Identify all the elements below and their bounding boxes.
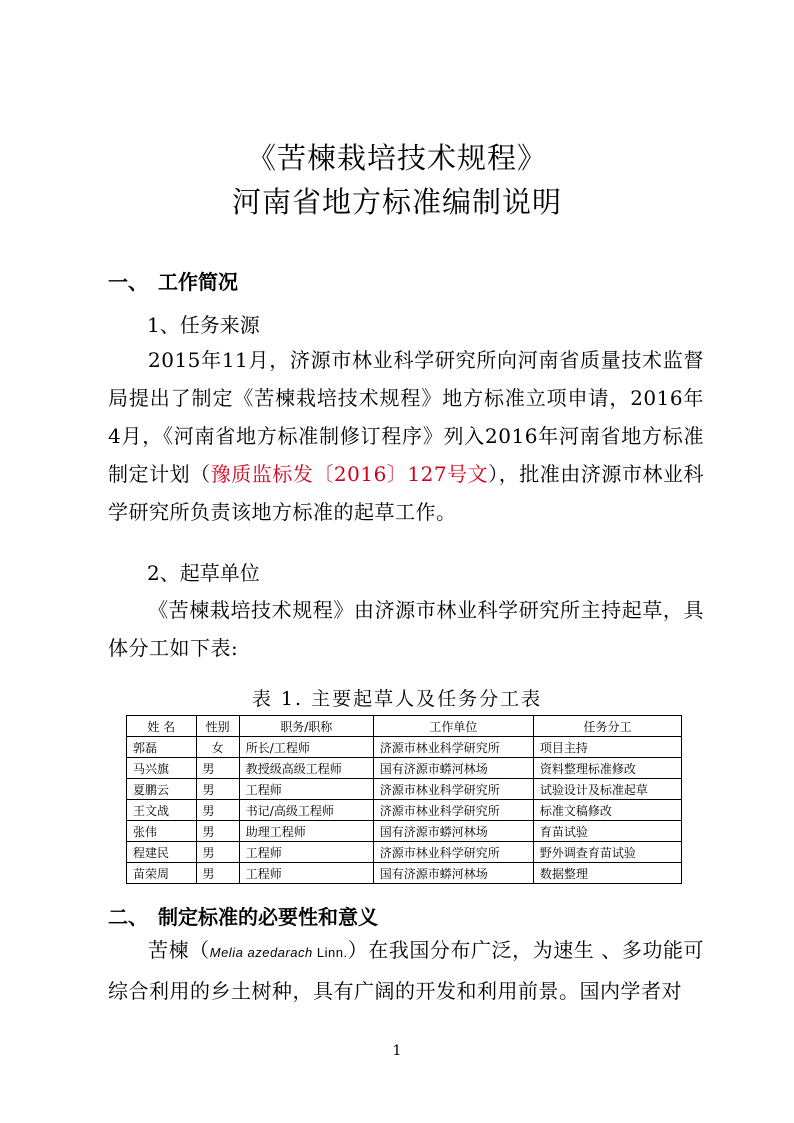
header-task: 任务分工 xyxy=(533,716,681,737)
section1-heading xyxy=(108,266,238,295)
task-source-text-b: ），批准由济源市林业科学研究所负责该地方标准的起草工作。 xyxy=(108,462,705,524)
scientific-name-species: Melia azedarach xyxy=(209,945,313,960)
task-source-text-a: 2015年11月，济源市林业科学研究所向河南省质量技术监督局提出了制定《苦楝栽培技术规程》地方标准立项申请，2016年4月，《河南省地方标准制修订程序》列入2016年河南省地方标准制定计划（ xyxy=(108,348,704,486)
drafting-unit-text: 《苦楝栽培技术规程》由济源市林业科学研究所主持起草，具体分工如下表: xyxy=(108,598,704,660)
cell-name: 程建民 xyxy=(127,842,197,863)
cell-gender: 男 xyxy=(196,863,239,884)
cell-gender: 男 xyxy=(196,800,239,821)
cell-name: 夏鹏云 xyxy=(127,779,197,800)
table-row xyxy=(127,821,682,842)
paragraph-drafting-unit xyxy=(108,591,704,667)
subsection-drafting-unit: 2、起草单位 xyxy=(147,561,260,585)
cell-title: 工程师 xyxy=(239,863,373,884)
cell-title: 工程师 xyxy=(239,779,373,800)
cell-name: 王文战 xyxy=(127,800,197,821)
page-number: 1 xyxy=(392,1043,402,1059)
table-row xyxy=(127,758,682,779)
section2-title: 制定标准的必要性和意义 xyxy=(158,905,378,929)
section1-title: 工作简况 xyxy=(158,270,238,294)
table-row xyxy=(127,863,682,884)
cell-name: 苗荣周 xyxy=(127,863,197,884)
scientific-name-author: Linn. xyxy=(312,945,348,960)
header-name: 姓 名 xyxy=(127,716,197,737)
header-title: 职务/职称 xyxy=(239,716,373,737)
header-unit: 工作单位 xyxy=(373,716,533,737)
cell-gender: 男 xyxy=(196,758,239,779)
cell-unit: 济源市林业科学研究所 xyxy=(373,800,533,821)
cell-unit: 济源市林业科学研究所 xyxy=(373,779,533,800)
cell-title: 教授级高级工程师 xyxy=(239,758,373,779)
table-header-row xyxy=(127,716,682,737)
scientific-name xyxy=(210,945,348,960)
document-reference-number: 豫质监标发〔2016〕127号文 xyxy=(210,462,489,486)
table-caption: 表 1. 主要起草人及任务分工表 xyxy=(251,688,543,710)
section2-heading xyxy=(108,901,378,930)
cell-gender: 男 xyxy=(196,842,239,863)
cell-unit: 国有济源市蟒河林场 xyxy=(373,863,533,884)
cell-unit: 国有济源市蟒河林场 xyxy=(373,821,533,842)
cell-title: 工程师 xyxy=(239,842,373,863)
table-row xyxy=(127,842,682,863)
cell-gender: 男 xyxy=(196,779,239,800)
cell-task: 育苗试验 xyxy=(533,821,681,842)
cell-unit: 国有济源市蟒河林场 xyxy=(373,758,533,779)
section2-number: 二、 xyxy=(108,905,148,929)
cell-task: 野外调查育苗试验 xyxy=(533,842,681,863)
subsection-task-source: 1、任务来源 xyxy=(147,313,260,337)
paragraph-task-source xyxy=(108,341,704,531)
table-row xyxy=(127,737,682,758)
cell-task: 试验设计及标准起草 xyxy=(533,779,681,800)
cell-title: 助理工程师 xyxy=(239,821,373,842)
table-row xyxy=(127,779,682,800)
cell-task: 标准文稿修改 xyxy=(533,800,681,821)
cell-unit: 济源市林业科学研究所 xyxy=(373,737,533,758)
paragraph-necessity xyxy=(108,931,704,1010)
table-row xyxy=(127,800,682,821)
header-gender: 性别 xyxy=(196,716,239,737)
cell-task: 资料整理标准修改 xyxy=(533,758,681,779)
cell-name: 郭磊 xyxy=(127,737,197,758)
cell-task: 项目主持 xyxy=(533,737,681,758)
document-title-line2: 河南省地方标准编制说明 xyxy=(231,185,562,219)
cell-title: 所长/工程师 xyxy=(239,737,373,758)
necessity-text-b: ）在我国分布广泛，为速生 、多功能可综合利用的乡土树种，具有广阔的开发和利用前景。国内学者对 xyxy=(108,938,705,1003)
cell-name: 马兴旗 xyxy=(127,758,197,779)
section1-number: 一、 xyxy=(108,270,148,294)
document-title-line1: 《苦楝栽培技术规程》 xyxy=(246,141,547,175)
cell-unit: 济源市林业科学研究所 xyxy=(373,842,533,863)
cell-gender: 男 xyxy=(196,821,239,842)
cell-name: 张伟 xyxy=(127,821,197,842)
necessity-text-a: 苦楝（ xyxy=(148,938,210,962)
cell-gender: 女 xyxy=(196,737,239,758)
drafters-table xyxy=(126,715,682,884)
cell-title: 书记/高级工程师 xyxy=(239,800,373,821)
cell-task: 数据整理 xyxy=(533,863,681,884)
